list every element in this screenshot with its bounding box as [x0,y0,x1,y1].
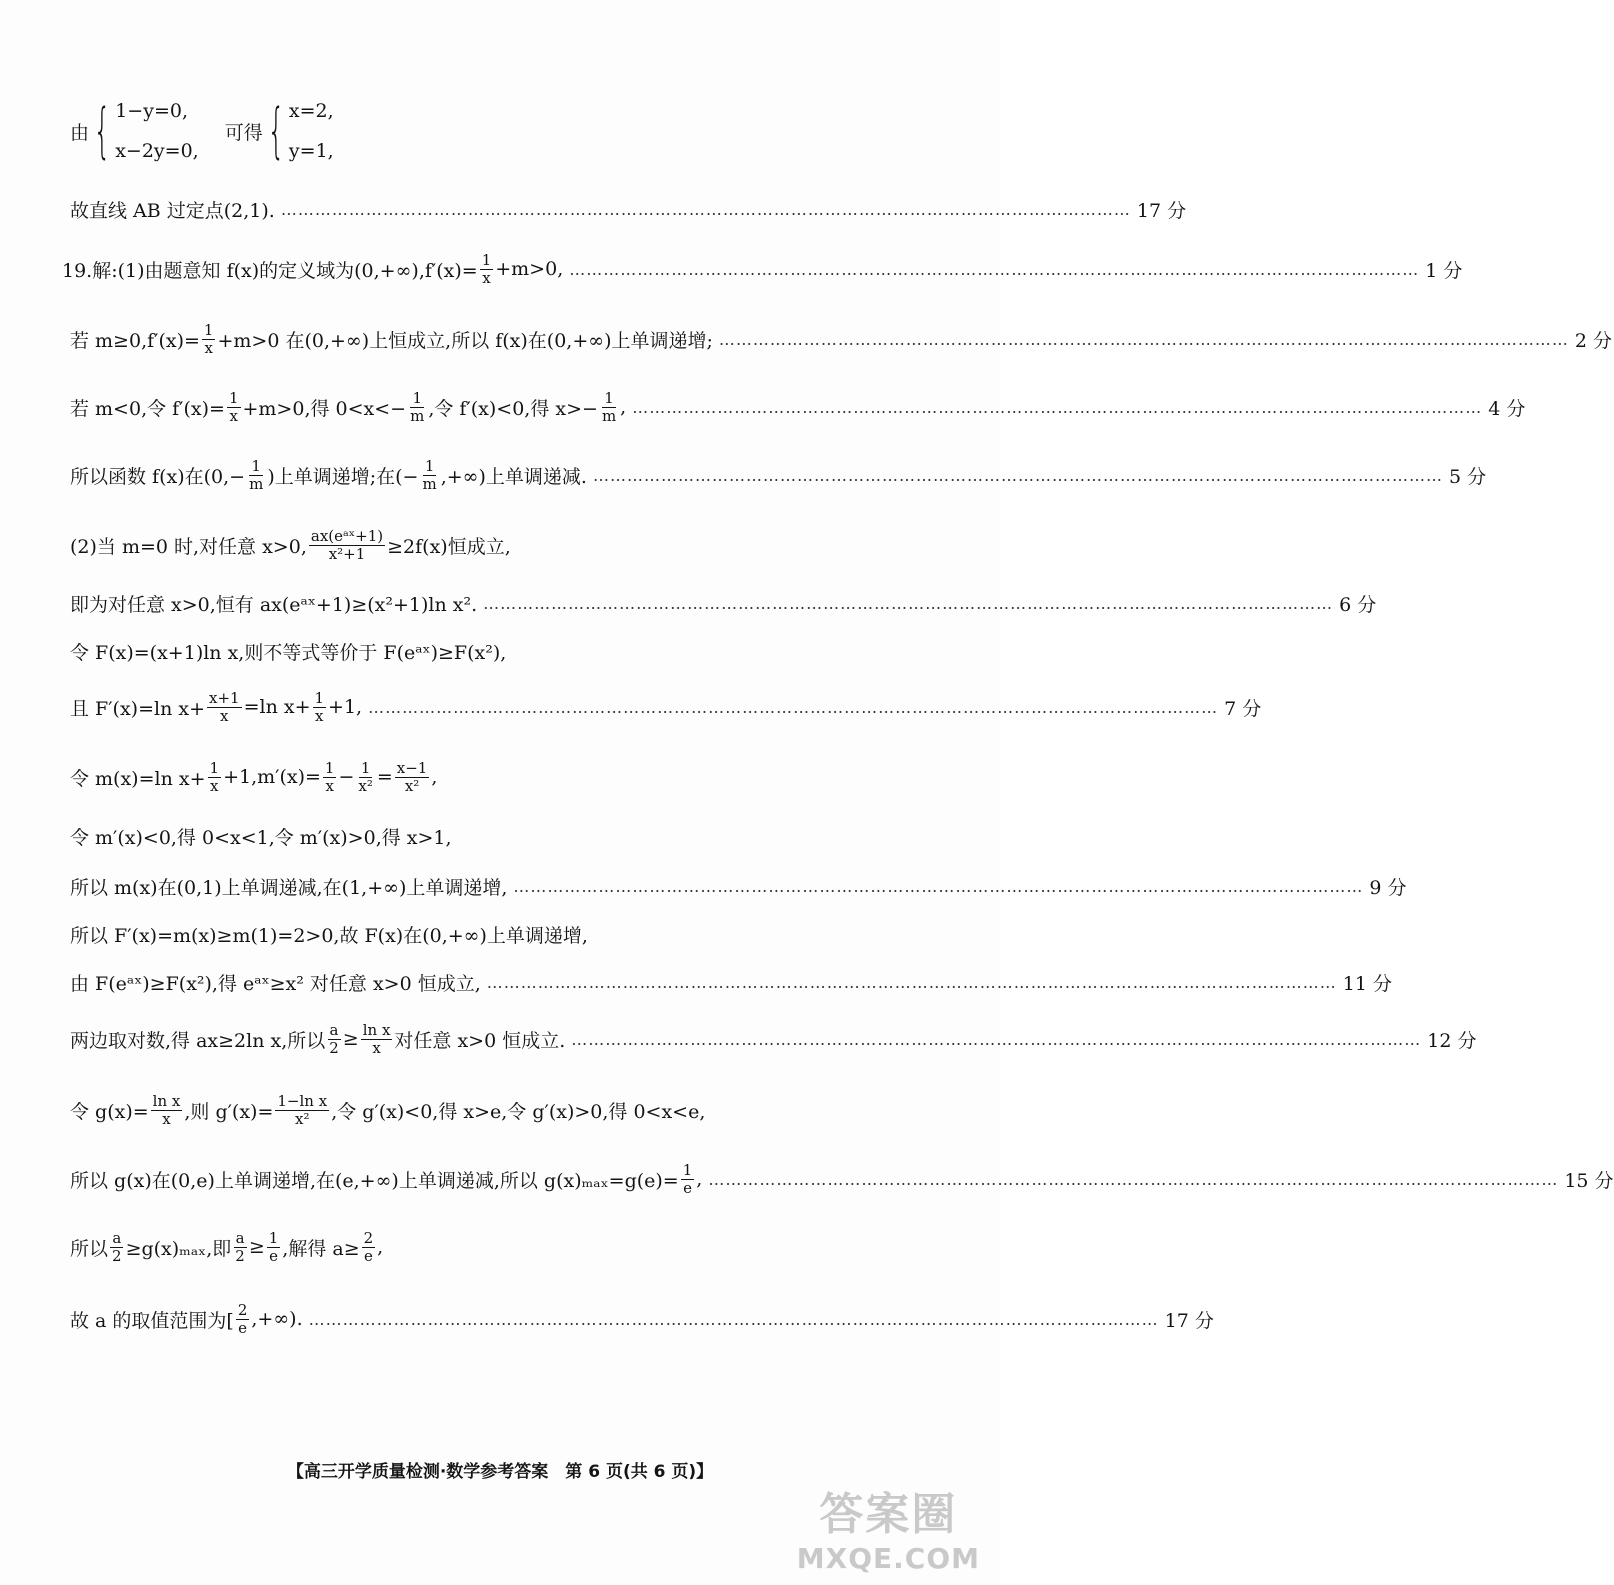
fraction [361,1022,393,1056]
line-3-b: +m>0 在(0,+∞)上恒成立,所以 f(x)在(0,+∞)上单调递增; [217,329,713,352]
fraction [236,1302,250,1336]
line-6-b: ≥2f(x)恒成立, [387,535,511,558]
denominator: e [269,1246,278,1265]
denominator: m [249,474,264,493]
line-15 [70,1021,1477,1057]
watermark [797,1478,980,1575]
numerator: 1 [424,457,435,475]
left-brace-2: { [267,96,285,166]
line-8-text: 令 F(x)=(x+1)ln x,则不等式等价于 F(eᵃˣ)≥F(x²), [70,642,507,664]
numerator: a [329,1021,339,1039]
fraction [110,1230,124,1264]
numerator: 1−ln x [277,1092,328,1110]
fraction [202,322,216,356]
denominator: m [601,406,617,425]
numerator: 1 [481,251,492,269]
line-16 [70,1093,948,1127]
line-18 [70,1230,948,1264]
numerator: 1 [682,1161,693,1179]
score: 17 分 [1164,1309,1214,1332]
denominator: x²+1 [328,544,366,563]
line-10-c: − [338,766,355,788]
line-2 [62,251,1463,287]
numerator: ln x [362,1021,391,1039]
line-19 [70,1301,1214,1337]
fraction [327,1022,341,1056]
line-6-a: (2)当 m=0 时,对任意 x>0, [70,535,307,558]
numerator: 1 [604,389,614,407]
line-4-e: , [620,396,627,418]
line-7-text: 即为对任意 x>0,恒有 ax(eᵃˣ+1)≥(x²+1)ln x². [70,594,478,616]
line-18-a: 所以 [70,1237,109,1260]
line-10 [70,760,948,794]
leader-dots: …………………………………………………………………………………………………………………………………… [571,1029,1422,1049]
fraction [420,458,438,492]
numerator: x−1 [396,759,428,777]
numerator: a [235,1229,245,1247]
denominator: e [238,1318,248,1337]
line-15-c: 对任意 x>0 恒成立. [394,1029,566,1052]
denominator: x [210,776,219,795]
line-10-a: 令 m(x)=ln x+ [70,767,206,790]
leader-dots: …………………………………………………………………………………………………………………………………… [708,1169,1559,1189]
leader-dots: …………………………………………………………………………………………………………………………………… [513,877,1364,896]
line-5-a: 所以函数 f(x)在(0,− [70,465,246,488]
line-4-a: 若 m<0,令 f′(x)= [70,397,225,420]
numerator: a [112,1229,122,1247]
fraction [207,690,242,724]
left-brace: { [93,96,111,166]
line-12-text: 所以 m(x)在(0,1)上单调递减,在(1,+∞)上单调递增, [70,877,508,899]
line-8 [70,638,948,665]
denominator: e [363,1246,373,1265]
fraction [151,1093,183,1127]
denominator: e [683,1178,692,1197]
line-14-text: 由 F(eᵃˣ)≥F(x²),得 eᵃˣ≥x² 对任意 x>0 恒成立, [70,973,481,995]
line-9-b: =ln x+ [243,696,311,718]
line-3 [70,321,1613,357]
denominator: x [162,1109,171,1128]
line-2-a: 19.解:(1)由题意知 f(x)的定义域为(0,+∞),f′(x)= [62,259,478,282]
line-13-text: 所以 F′(x)=m(x)≥m(1)=2>0,故 F(x)在(0,+∞)上单调递增, [70,925,588,947]
denominator: x [229,406,238,425]
line-4 [70,389,1526,425]
line-4-b: +m>0,得 0<x<− [242,397,407,420]
fraction [681,1162,695,1196]
watermark-bottom: MXQE.COM [796,1542,980,1575]
system-eq2: x−2y=0, [115,140,199,162]
line-16-c: ,令 g′(x)<0,得 x>e,令 g′(x)>0,得 0<x<e, [331,1100,706,1123]
page-footer: 【高三开学质量检测·数学参考答案 第 6 页(共 6 页)】 [286,1462,714,1482]
numerator: ax(eᵃˣ+1) [310,527,384,545]
line-2-b: +m>0, [495,258,564,280]
line-18-e: ,解得 a≥ [282,1237,360,1260]
denominator: x² [358,776,373,795]
numerator: 1 [314,689,325,707]
leader-dots: …………………………………………………………………………………………………………………………………… [486,973,1337,992]
leader-dots: …………………………………………………………………………………………………………………………………… [280,200,1131,219]
denominator: x [220,706,229,725]
denominator: 2 [235,1246,245,1265]
watermark-top: 答案圈 [819,1489,958,1540]
denominator: x [372,1038,381,1057]
fraction [233,1230,247,1264]
line-16-b: ,则 g′(x)= [184,1100,274,1123]
line-10-b: +1,m′(x)= [223,766,321,788]
line-17-a: 所以 g(x)在(0,e)上单调递增,在(e,+∞)上单调递减,所以 g(x)ₘₐₓ=g(e)= [70,1169,679,1192]
score: 15 分 [1564,1169,1614,1192]
fraction [275,1093,329,1127]
fraction [356,760,374,794]
denominator: 2 [329,1038,339,1057]
line-11-text: 令 m′(x)<0,得 0<x<1,令 m′(x)>0,得 x>1, [70,827,452,849]
denominator: x [204,338,213,357]
denominator: x [325,776,334,795]
line-13 [70,921,948,948]
line-18-f: , [377,1236,384,1258]
fraction [208,760,222,794]
system-equations [115,100,199,162]
fraction [600,390,618,424]
score: 17 分 [1136,200,1187,222]
line-18-c: ≥ [248,1236,265,1258]
score: 11 分 [1342,973,1392,995]
denominator: 2 [112,1246,122,1265]
line-6 [70,528,948,562]
fraction [309,528,385,562]
numerator: 1 [412,389,422,407]
fraction [395,760,430,794]
score: 1 分 [1425,259,1463,282]
numerator: 1 [324,759,335,777]
line-9-c: +1, [328,696,363,718]
numerator: 1 [203,321,214,339]
equation-system [70,96,948,166]
line-11 [70,823,948,850]
numerator: 1 [228,389,239,407]
line-16-a: 令 g(x)= [70,1100,149,1123]
line-5-b: )上单调递增;在(− [267,465,419,488]
leader-dots: …………………………………………………………………………………………………………………………………… [483,594,1334,613]
score: 6 分 [1339,594,1377,616]
fraction [323,760,337,794]
leader-dots: …………………………………………………………………………………………………………………………………… [308,1309,1159,1329]
leader-dots: …………………………………………………………………………………………………………………………………… [718,329,1569,349]
line-12 [70,873,1407,900]
fraction [408,390,426,424]
line-10-e: = [376,766,393,788]
score: 4 分 [1488,397,1526,420]
line-5-c: ,+∞)上单调递减. [440,465,587,488]
fraction [227,390,241,424]
leader-dots: …………………………………………………………………………………………………………………………………… [592,465,1443,485]
numerator: 1 [268,1229,279,1247]
denominator: x² [295,1109,310,1128]
score: 9 分 [1369,877,1407,899]
fraction [247,458,265,492]
line-17 [70,1161,1614,1197]
system-sol1: x=2, [288,100,334,122]
numerator: 1 [360,759,371,777]
line-4-c: ,令 f′(x)<0,得 x>− [428,397,598,420]
system-mid: 可得 [224,121,263,144]
line-15-b: ≥ [342,1028,359,1050]
score: 5 分 [1448,465,1487,488]
line-9 [70,689,1262,725]
fraction [480,252,494,286]
fraction [362,1230,376,1264]
denominator: x [482,268,491,287]
denominator: x [315,706,324,725]
numerator: 2 [237,1301,248,1319]
denominator: x² [404,776,420,795]
line-5 [70,457,1487,493]
leader-dots: …………………………………………………………………………………………………………………………………… [569,259,1420,279]
leader-dots: …………………………………………………………………………………………………………………………………… [368,697,1219,717]
system-solutions [289,100,334,162]
line-1-text: 故直线 AB 过定点(2,1). [70,200,275,222]
leader-dots: …………………………………………………………………………………………………………………………………… [632,397,1483,417]
fraction [313,690,327,724]
line-19-a: 故 a 的取值范围为[ [70,1309,234,1332]
score: 12 分 [1427,1029,1477,1052]
numerator: 2 [363,1229,374,1247]
line-18-b: ≥g(x)ₘₐₓ,即 [125,1237,232,1260]
line-1 [70,196,1187,223]
numerator: ln x [152,1092,181,1110]
line-9-a: 且 F′(x)=ln x+ [70,697,205,720]
system-lead: 由 [70,121,90,144]
numerator: x+1 [209,689,240,707]
numerator: 1 [209,759,220,777]
line-3-a: 若 m≥0,f′(x)= [70,329,200,352]
line-14 [70,969,1392,996]
line-7 [70,590,1377,617]
score: 7 分 [1224,697,1262,720]
system-sol2: y=1, [288,140,334,162]
line-10-f: , [431,766,438,788]
denominator: m [410,406,425,425]
line-17-b: , [696,1168,703,1190]
line-15-a: 两边取对数,得 ax≥2ln x,所以 [70,1029,326,1052]
line-19-b: ,+∞). [251,1308,303,1330]
score: 2 分 [1574,329,1613,352]
fraction [267,1230,281,1264]
numerator: 1 [251,457,261,475]
denominator: m [422,474,437,493]
system-eq1: 1−y=0, [115,100,188,122]
